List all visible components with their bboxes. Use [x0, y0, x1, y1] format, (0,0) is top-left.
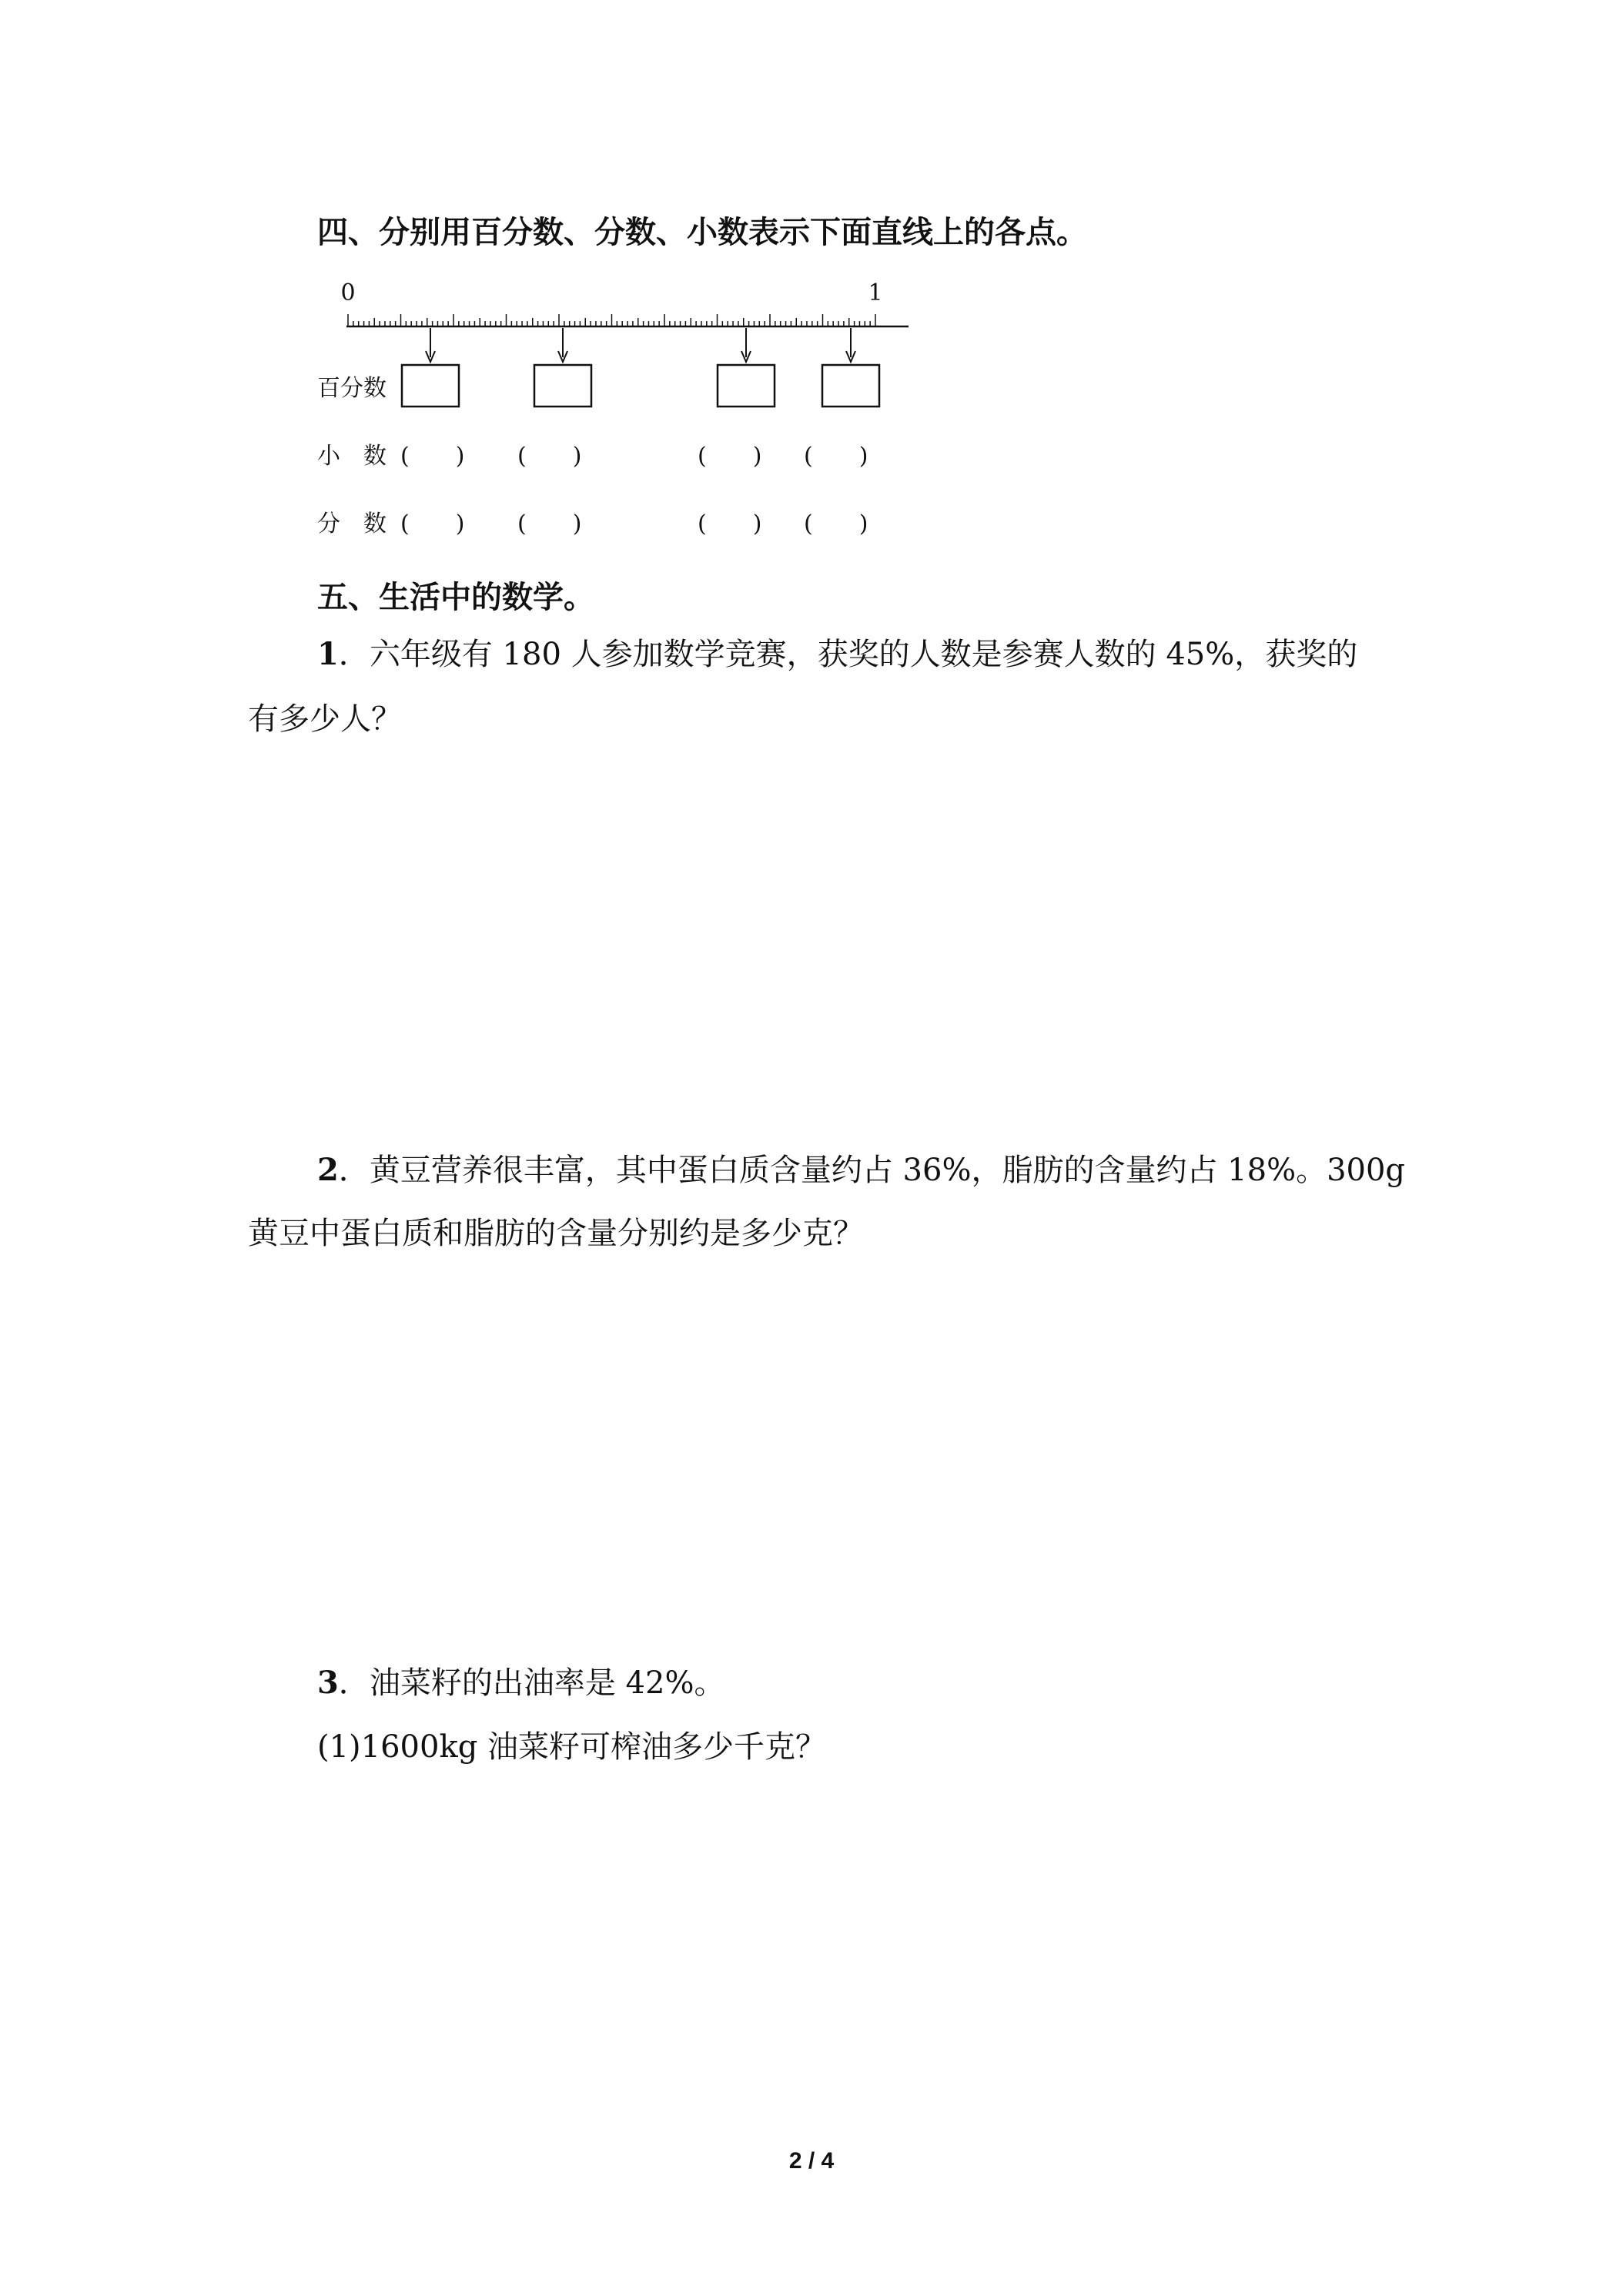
number-line-arrows — [426, 328, 855, 362]
fraction-blank-3[interactable]: ( ) — [698, 510, 762, 537]
row-label-decimal: 小 数 — [317, 443, 387, 470]
pointer-arrow-1 — [426, 328, 435, 362]
answer-box-percent-2[interactable] — [534, 365, 591, 407]
question-1-number: 1 — [317, 636, 339, 672]
question-1-line-1 — [317, 636, 1357, 673]
number-line-start-label: 0 — [340, 279, 356, 306]
row-label-fraction: 分 数 — [317, 510, 387, 537]
number-line-ticks — [348, 314, 875, 326]
number-line-figure — [308, 277, 924, 547]
answer-box-percent-1[interactable] — [402, 365, 459, 407]
question-1-line-2: 有多少人？ — [248, 701, 402, 737]
number-line-end-label: 1 — [868, 279, 883, 306]
question-3-line-1 — [317, 1665, 724, 1702]
decimal-blank-3[interactable]: ( ) — [698, 443, 762, 470]
question-2-number: 2 — [317, 1152, 339, 1188]
page-number: 2 / 4 — [788, 2148, 835, 2174]
answer-box-percent-4[interactable] — [822, 365, 879, 407]
pointer-arrow-3 — [741, 328, 751, 362]
section-4-heading: 四、分别用百分数、分数、小数表示下面直线上的各点。 — [317, 215, 1087, 250]
question-2-line-1 — [317, 1152, 1405, 1189]
fraction-blank-1[interactable]: ( ) — [400, 510, 465, 537]
question-2-line-2: 黄豆中蛋白质和脂肪的含量分别约是多少克？ — [248, 1216, 864, 1251]
pointer-arrow-4 — [846, 328, 855, 362]
row-label-percent: 百分数 — [317, 375, 387, 402]
decimal-blank-4[interactable]: ( ) — [804, 443, 868, 470]
question-2-text: ．黄豆营养很丰富，其中蛋白质含量约占 36%，脂肪的含量约占 18%。300g — [338, 1153, 1406, 1188]
answer-box-percent-3[interactable] — [718, 365, 775, 407]
section-5-heading: 五、生活中的数学。 — [317, 580, 594, 615]
question-3-number: 3 — [317, 1665, 339, 1701]
question-3-sub-1: (1)1600kg 油菜籽可榨油多少千克？ — [317, 1729, 827, 1765]
pointer-arrow-2 — [558, 328, 567, 362]
decimal-blank-2[interactable]: ( ) — [517, 443, 582, 470]
decimal-blank-1[interactable]: ( ) — [400, 443, 465, 470]
question-1-text: ．六年级有 180 人参加数学竞赛，获奖的人数是参赛人数的 45%，获奖的 — [338, 637, 1358, 672]
question-3-text: ．油菜籽的出油率是 42%。 — [338, 1665, 725, 1701]
fraction-blank-2[interactable]: ( ) — [517, 510, 582, 537]
fraction-blank-4[interactable]: ( ) — [804, 510, 868, 537]
